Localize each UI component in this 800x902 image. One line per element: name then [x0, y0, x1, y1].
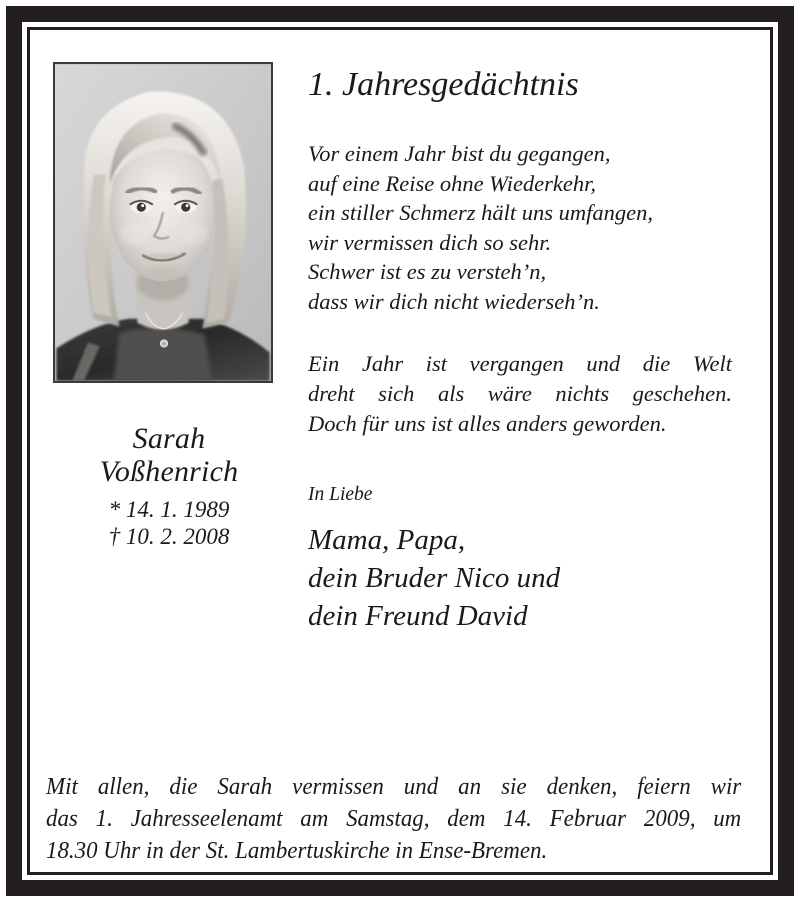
poem-stanza-1 — [308, 139, 758, 316]
signers-block — [308, 521, 758, 635]
first-name: Sarah — [132, 422, 206, 455]
poem-line: Vor einem Jahr bist du gegangen, — [308, 141, 611, 166]
poem-stanza-2 — [308, 349, 732, 439]
signer-line: dein Freund David — [308, 600, 528, 632]
upper-section — [30, 30, 770, 725]
poem-line: wir vermissen dich so sehr. — [308, 229, 552, 255]
announcement-line: 18.30 Uhr in der St. Lambertuskirche in Ense-Bremen. — [46, 838, 548, 864]
poem-line: dreht sich als wäre nichts geschehen. — [308, 381, 732, 406]
border-white-gap — [22, 22, 778, 880]
poem-line: dass wir dich nicht wiederseh’n. — [308, 288, 600, 314]
signer-line: dein Bruder Nico und — [308, 562, 561, 594]
outer-black-border — [6, 6, 794, 896]
signer-line: Mama, Papa, — [308, 524, 466, 556]
last-name: Voßhenrich — [99, 455, 239, 488]
notice-content — [30, 30, 770, 872]
poem-line: Schwer ist es zu versteh’n, — [308, 259, 547, 284]
portrait-photo — [53, 62, 273, 383]
closing-label: In Liebe — [308, 484, 373, 505]
poem-line: Doch für uns ist alles anders geworden. — [308, 411, 667, 436]
announcement-line: das 1. Jahresseelenamt am Samstag, dem 14. Februar 2009, um — [46, 806, 742, 832]
poem-line: auf eine Reise ohne Wiederkehr, — [308, 170, 597, 196]
text-column — [308, 30, 758, 725]
announcement-line: Mit allen, die Sarah vermissen und an sie denken, feiern wir — [46, 774, 742, 800]
poem-line: Ein Jahr ist vergangen und die Welt — [308, 351, 732, 376]
service-announcement — [46, 771, 741, 867]
notice-title: 1. Jahresgedächtnis — [308, 66, 579, 103]
deceased-name-block — [30, 422, 308, 550]
death-date: † 10. 2. 2008 — [108, 524, 230, 549]
photo-and-name-column — [30, 30, 308, 725]
inner-thin-border — [27, 27, 773, 875]
birth-date: * 14. 1. 1989 — [108, 497, 230, 522]
poem-line: ein stiller Schmerz hält uns umfangen, — [308, 200, 653, 225]
